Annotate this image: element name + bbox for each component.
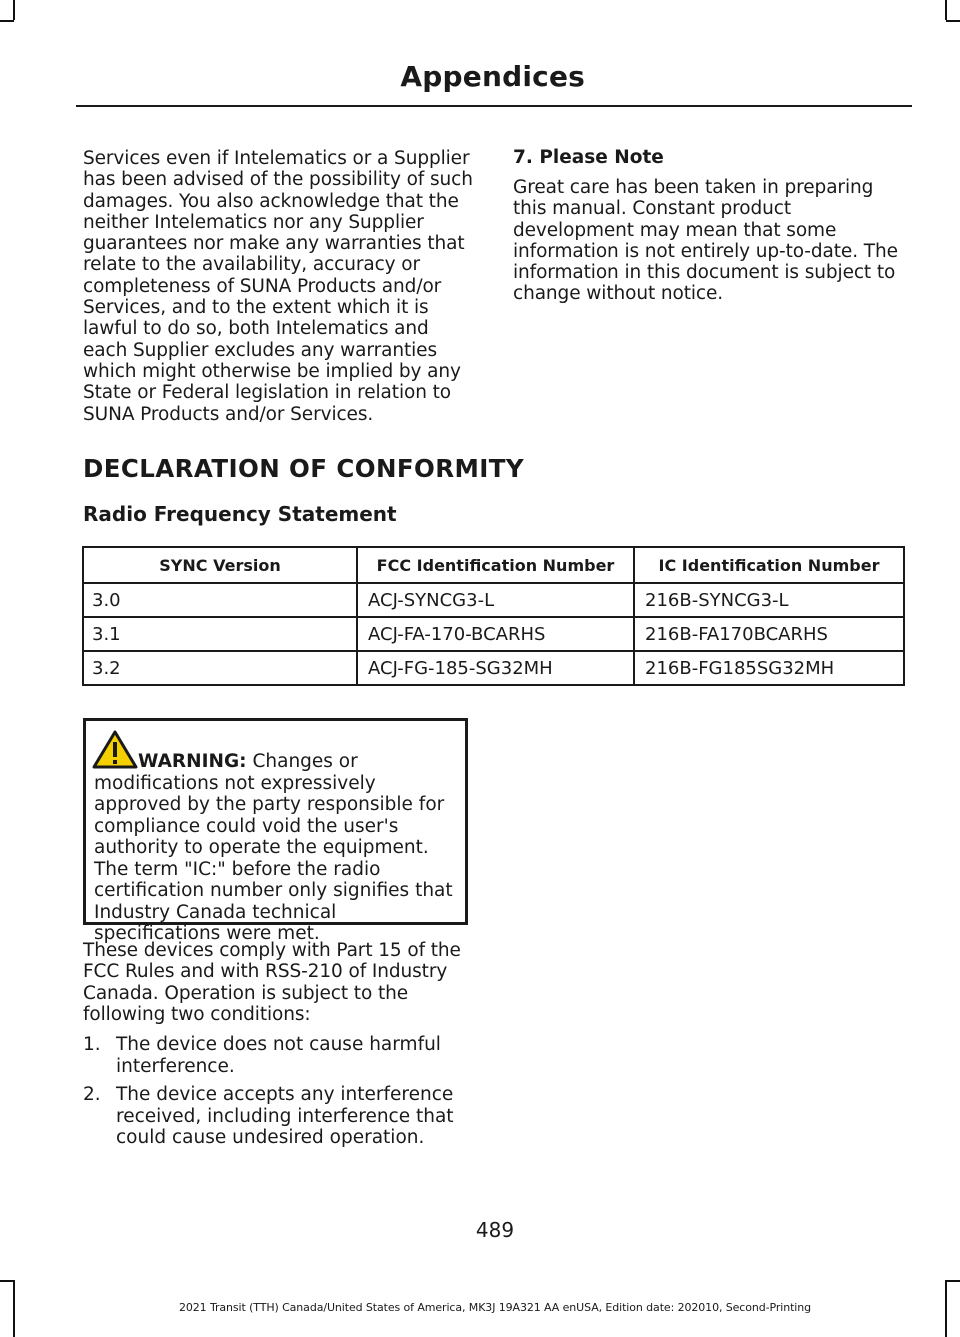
crop-mark: [946, 20, 960, 22]
radio-frequency-table: [82, 546, 905, 686]
page-number: 489: [475, 1218, 515, 1242]
crop-mark: [946, 1280, 960, 1282]
crop-mark: [13, 0, 15, 20]
list-item-number: 1.: [83, 1034, 101, 1056]
warning-text: [94, 751, 459, 945]
warning-box: [83, 718, 468, 944]
list-item-text: The device does not cause harmful interference.: [116, 1034, 441, 1077]
list-item: [83, 1034, 473, 1077]
radio-frequency-heading: Radio Frequency Statement: [83, 502, 397, 526]
conditions-list: [83, 1034, 473, 1149]
declaration-heading: DECLARATION OF CONFORMITY: [83, 454, 525, 483]
column-header: FCC Identification Number: [357, 547, 634, 583]
footer-edition: 2021 Transit (TTH) Canada/United States of America, MK3J 19A321 AA enUSA, Edition date: 202010, Second-Printing: [178, 1301, 812, 1314]
table-cell: ACJ-FG-185-SG32MH: [357, 651, 634, 685]
warning-body: Changes or modifications not expressively approved by the party responsible for compliance could void the user's authority to operate the equipment. The term "IC:" before the radio certification number only signifies that Industry Canada technical specifications were met.: [94, 751, 453, 944]
column-header: IC Identification Number: [634, 547, 904, 583]
please-note-heading: 7. Please Note: [513, 147, 664, 168]
column-header: SYNC Version: [83, 547, 357, 583]
warning-label: WARNING:: [138, 751, 247, 772]
table-cell: 216B-FA170BCARHS: [634, 617, 904, 651]
table-header-row: [83, 547, 904, 583]
page-title: Appendices: [400, 60, 585, 93]
table-cell: 216B-SYNCG3-L: [634, 583, 904, 617]
compliance-intro: These devices comply with Part 15 of the FCC Rules and with RSS-210 of Industry Canada. Operation is subject to the following two conditions:: [83, 940, 461, 1025]
right-column: [513, 147, 911, 305]
crop-mark: [0, 1280, 14, 1282]
list-item-number: 2.: [83, 1084, 101, 1106]
please-note-paragraph: Great care has been taken in preparing this manual. Constant product development may mean that some information is not entirely up-to-date. The information in this document is subject to change without notice.: [513, 177, 898, 305]
table-cell: 3.1: [83, 617, 357, 651]
table-cell: 3.2: [83, 651, 357, 685]
left-column: [83, 148, 478, 425]
disclaimer-paragraph: Services even if Intelematics or a Supplier has been advised of the possibility of such damages. You also acknowledge that the neither Intelematics nor any Supplier guarantees nor make any warranties that relate to the availability, accuracy or completeness of SUNA Products and/or Services, and to the extent which it is lawful to do so, both Intelematics and each Supplier excludes any warranties which might otherwise be implied by any State or Federal legislation in relation to SUNA Products and/or Services.: [83, 148, 473, 425]
table-cell: ACJ-SYNCG3-L: [357, 583, 634, 617]
table-cell: ACJ-FA-170-BCARHS: [357, 617, 634, 651]
table-cell: 216B-FG185SG32MH: [634, 651, 904, 685]
crop-mark: [0, 20, 14, 22]
table-row: [83, 583, 904, 617]
list-item: [83, 1084, 473, 1149]
table-row: [83, 617, 904, 651]
header-divider: [76, 105, 912, 107]
table-row: [83, 651, 904, 685]
compliance-section: [83, 940, 473, 1156]
table-cell: 3.0: [83, 583, 357, 617]
crop-mark: [945, 0, 947, 20]
list-item-text: The device accepts any interference received, including interference that could cause undesired operation.: [116, 1084, 454, 1149]
